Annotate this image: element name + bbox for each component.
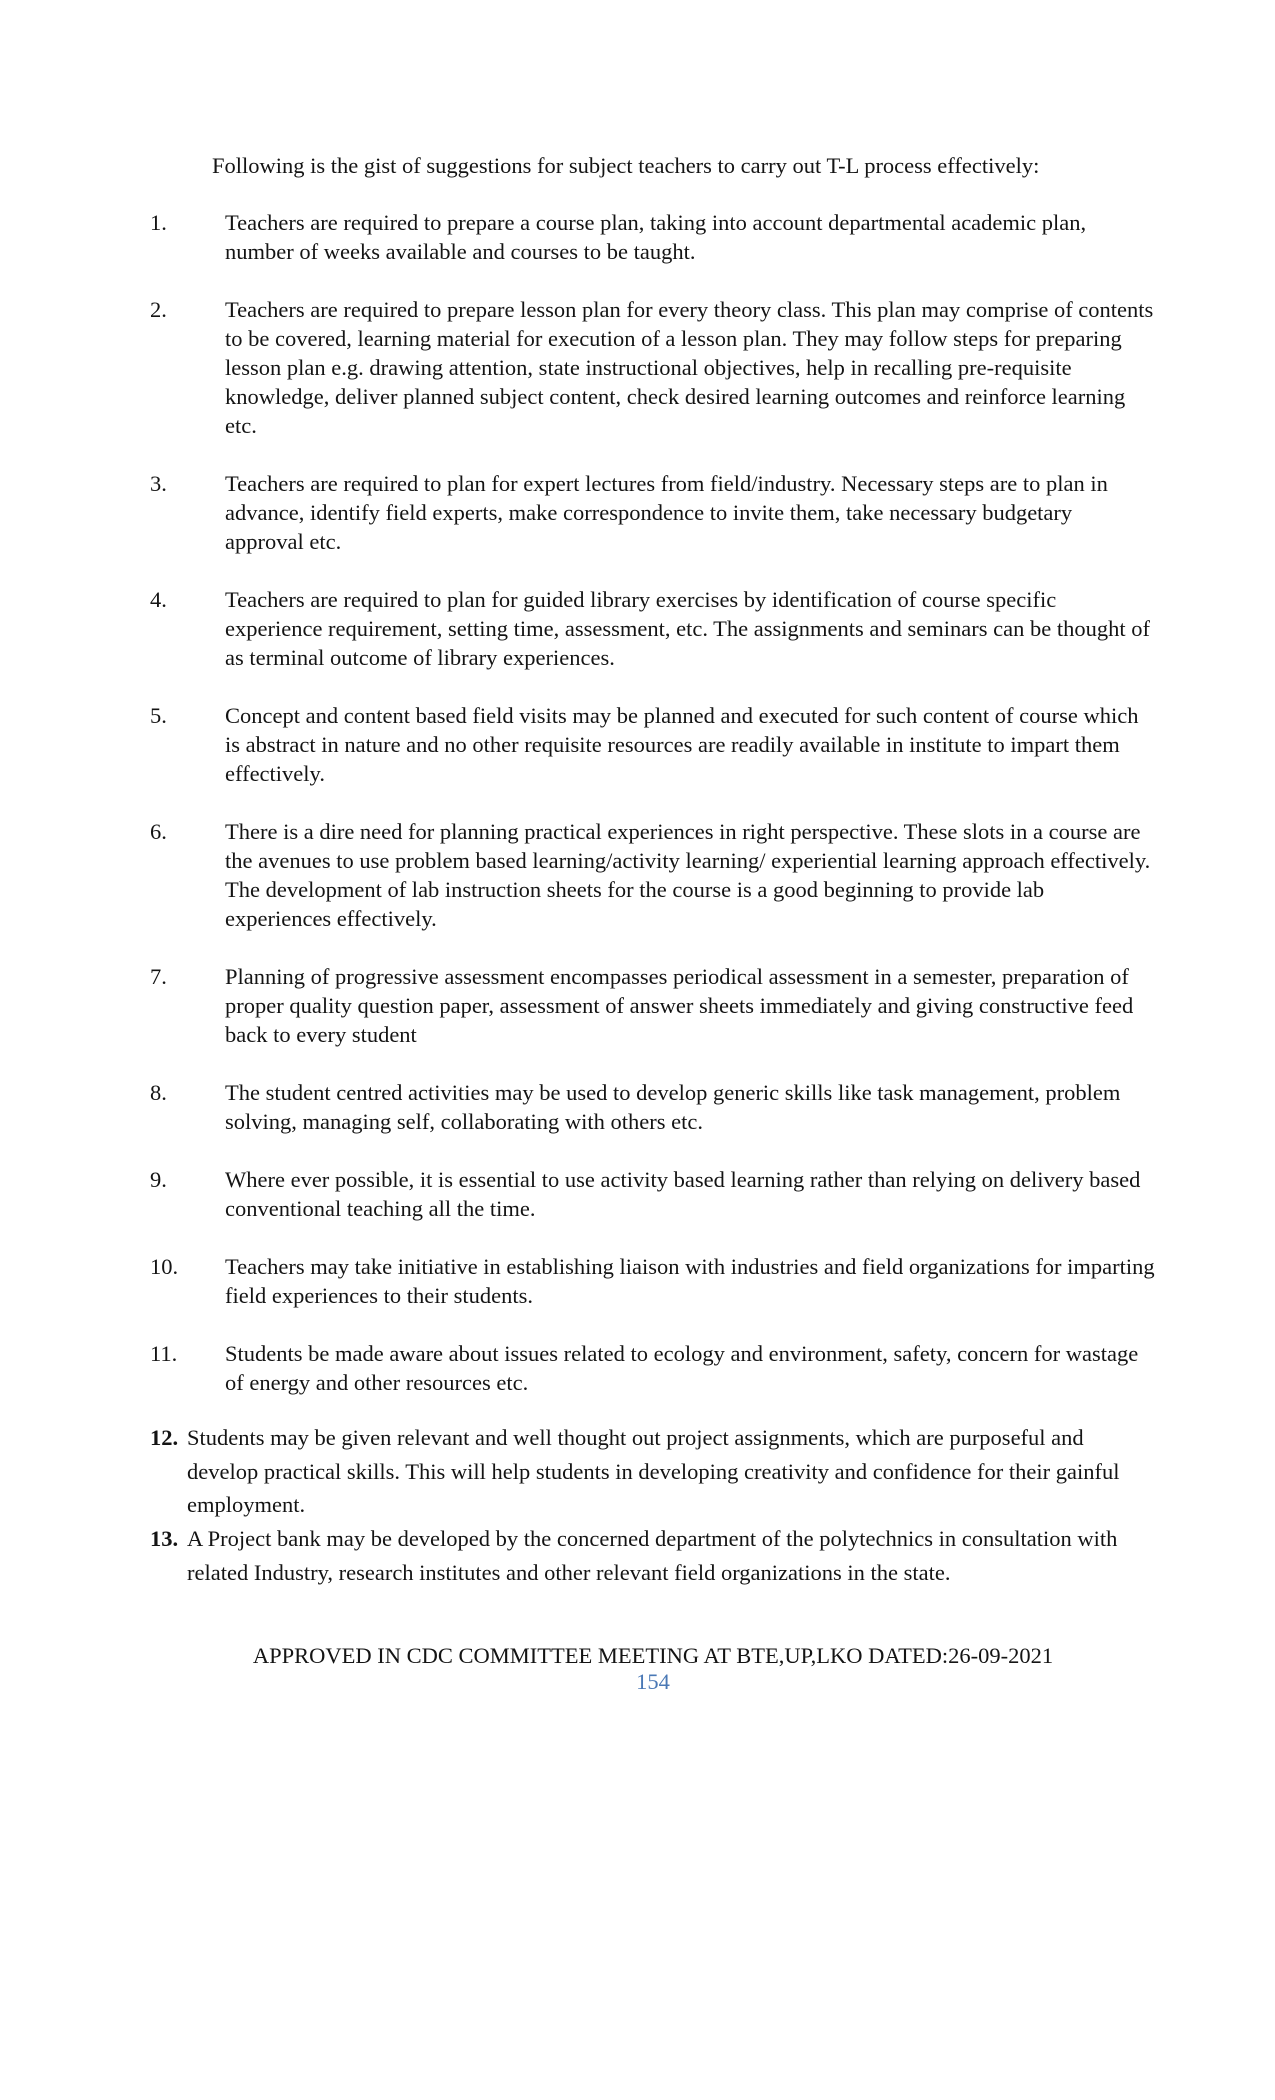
list-item-number: 2. (150, 297, 167, 322)
list-item-number: 3. (150, 471, 167, 496)
list-item-number: 8. (150, 1080, 167, 1105)
list-item-text: Teachers are required to prepare a course plan, taking into account departmental academic plan, number of weeks available and courses to be taught. (225, 210, 1087, 264)
list-item-number: 9. (150, 1167, 167, 1192)
list-item-number: 11. (150, 1341, 178, 1366)
list-item-text: Teachers are required to plan for guided library exercises by identification of course specific experience requirement, setting time, assessment, etc. The assignments and seminars can be thought of as terminal outcome of library experiences. (225, 587, 1150, 670)
list-item-number: 13. (150, 1526, 179, 1551)
list-item-text: Concept and content based field visits may be planned and executed for such content of course which is abstract in nature and no other requisite resources are readily available in institute to impart them effectively. (225, 703, 1139, 786)
list-item-text: Planning of progressive assessment encompasses periodical assessment in a semester, preparation of proper quality question paper, assessment of answer sheets immediately and giving constructive feed back to every student (225, 964, 1134, 1047)
page-number: 154 (636, 1669, 670, 1694)
list-item-number: 10. (150, 1254, 179, 1279)
list-item-text: A Project bank may be developed by the concerned department of the polytechnics in consultation with related Industry, research institutes and other relevant field organizations in the state. (187, 1526, 1118, 1585)
approval-footer: APPROVED IN CDC COMMITTEE MEETING AT BTE,UP,LKO DATED:26-09-2021 (252, 1643, 1054, 1668)
list-item-number: 12. (150, 1425, 179, 1450)
list-item-number: 7. (150, 964, 167, 989)
list-item-number: 6. (150, 819, 167, 844)
list-item-number: 4. (150, 587, 167, 612)
intro-paragraph: Following is the gist of suggestions for subject teachers to carry out T-L process effectively: (212, 153, 1040, 178)
list-item-text: Teachers may take initiative in establishing liaison with industries and field organizations for imparting field experiences to their students. (225, 1254, 1155, 1308)
list-item-text: There is a dire need for planning practical experiences in right perspective. These slots in a course are the avenues to use problem based learning/activity learning/ experiential learning approach effectively. The development of lab instruction sheets for the course is a good beginning to provide lab experiences effectively. (225, 819, 1151, 931)
list-item-text: The student centred activities may be used to develop generic skills like task management, problem solving, managing self, collaborating with others etc. (225, 1080, 1121, 1134)
list-item-text: Where ever possible, it is essential to use activity based learning rather than relying on delivery based conventional teaching all the time. (225, 1167, 1141, 1221)
list-item-number: 1. (150, 210, 167, 235)
list-item-text: Teachers are required to plan for expert lectures from field/industry. Necessary steps are to plan in advance, identify field experts, make correspondence to invite them, take necessary budgetary approval etc. (225, 471, 1108, 554)
list-item-number: 5. (150, 703, 167, 728)
list-item-text: Students may be given relevant and well thought out project assignments, which are purposeful and develop practical skills. This will help students in developing creativity and confidence for their gainful employment. (187, 1425, 1120, 1517)
list-item-text: Students be made aware about issues related to ecology and environment, safety, concern for wastage of energy and other resources etc. (225, 1341, 1139, 1395)
list-item-text: Teachers are required to prepare lesson plan for every theory class. This plan may comprise of contents to be covered, learning material for execution of a lesson plan. They may follow steps for preparing lesson plan e.g. drawing attention, state instructional objectives, help in recalling pre-requisite knowledge, deliver planned subject content, check desired learning outcomes and reinforce learning etc. (225, 297, 1154, 438)
